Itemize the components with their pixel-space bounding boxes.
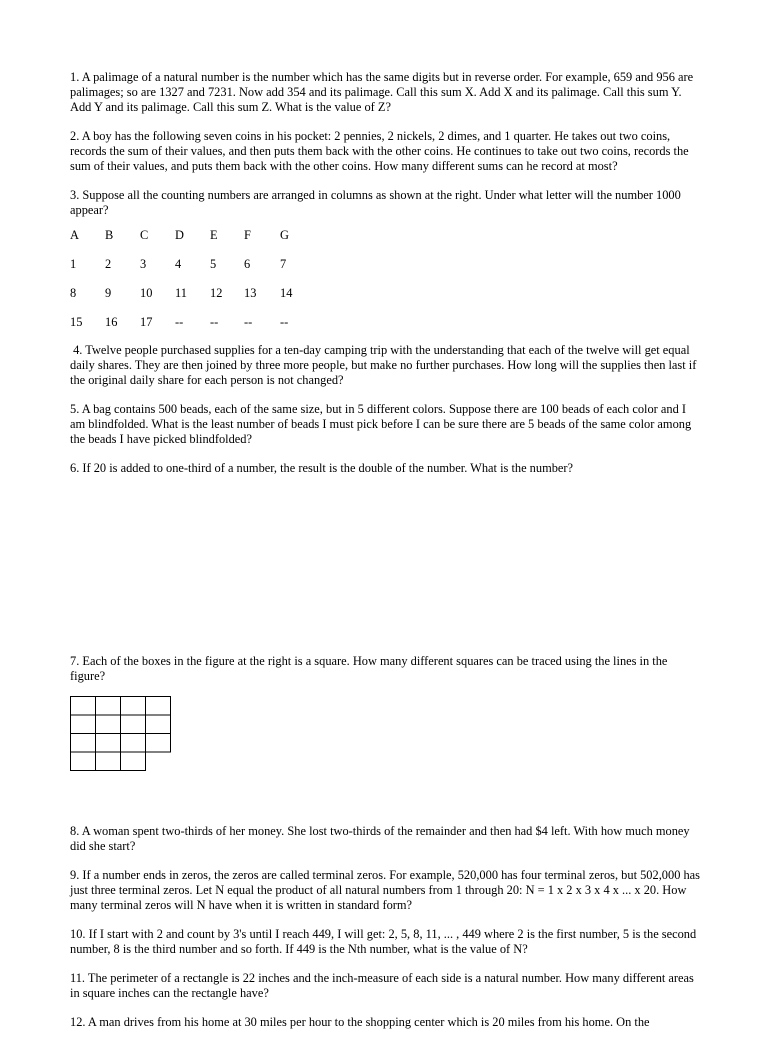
grid-square: [96, 697, 121, 716]
table-header-cell: B: [105, 228, 114, 242]
table-cell: 11: [175, 286, 187, 300]
problem-2: 2. A boy has the following seven coins in his pocket: 2 pennies, 2 nickels, 2 dimes, and 1 quarter. He takes out two coins, records the sum of their values, and then puts them back with the other coins. He continues to take out two coins, records the sum of their values, and puts them back with the other coins. How many different sums can he record at most?: [70, 129, 689, 173]
table-header-row: [70, 228, 310, 257]
problem-9: 9. If a number ends in zeros, the zeros are called terminal zeros. For example, 520,000 has four terminal zeros, but 502,000 has just three terminal zeros. Let N equal the product of all natural numbers from 1 through 20: N = 1 x 2 x 3 x 4 x ... x 20. How many terminal zeros will N have when it is written in standard form?: [70, 868, 700, 912]
table-cell: 4: [175, 257, 182, 271]
problem-3: 3. Suppose all the counting numbers are arranged in columns as shown at the right. Under what letter will the number 1000 appear?: [70, 188, 681, 217]
grid-square: [146, 715, 171, 734]
table-header-cell: G: [280, 228, 289, 242]
worksheet-page: [70, 70, 700, 1044]
problem-11: 11. The perimeter of a rectangle is 22 inches and the inch-measure of each side is a natural number. How many different areas in square inches can the rectangle have?: [70, 971, 694, 1000]
problem-4: 4. Twelve people purchased supplies for a ten-day camping trip with the understanding that each of the twelve will get equal daily shares. They are then joined by three more people, but make no further purchases. How long will the supplies then last if the original daily share for each person is not changed?: [70, 343, 700, 387]
grid-square: [71, 697, 96, 716]
grid-square: [146, 734, 171, 753]
grid-square: [121, 734, 146, 753]
square-grid-figure: [70, 696, 700, 774]
problem-5: 5. A bag contains 500 beads, each of the same size, but in 5 different colors. Suppose there are 100 beads of each color and I am blindfolded. What is the least number of beads I must pick before I can be sure there are 5 beads of the same color among the beads I have picked blindfolded?: [70, 402, 692, 446]
table-cell: 8: [70, 286, 77, 300]
grid-square: [71, 752, 96, 771]
table-cell: 9: [105, 286, 112, 300]
grid-square: [71, 734, 96, 753]
grid-square: [121, 752, 146, 771]
table-header-cell: F: [244, 228, 251, 242]
table-cell: 7: [280, 257, 287, 271]
table-cell: 12: [210, 286, 223, 300]
table-row: [70, 257, 310, 286]
table-cell: 3: [140, 257, 147, 271]
table-cell: 2: [105, 257, 112, 271]
answer-space: [70, 476, 700, 654]
table-cell: 16: [105, 315, 118, 329]
grid-square: [96, 734, 121, 753]
grid-square: [146, 697, 171, 716]
grid-square: [121, 697, 146, 716]
table-row: [70, 286, 310, 315]
square-grid-svg: [70, 696, 174, 774]
table-cell: 10: [140, 286, 153, 300]
table-header-cell: E: [210, 228, 218, 242]
table-cell: 15: [70, 315, 83, 329]
table-row: [70, 315, 310, 337]
table-cell: --: [280, 315, 289, 329]
grid-square: [121, 715, 146, 734]
table-cell: 1: [70, 257, 77, 271]
table-header-cell: D: [175, 228, 184, 242]
problem-12: 12. A man drives from his home at 30 miles per hour to the shopping center which is 20 miles from his home. On the: [70, 1015, 650, 1029]
table-cell: 14: [280, 286, 293, 300]
table-cell: 6: [244, 257, 251, 271]
grid-square: [96, 752, 121, 771]
problem-10: 10. If I start with 2 and count by 3's until I reach 449, I will get: 2, 5, 8, 11, ... , 449 where 2 is the first number, 5 is the second number, 8 is the third number and so forth. If 449 is the Nth number, what is the value of N?: [70, 927, 697, 956]
grid-square: [96, 715, 121, 734]
table-cell: 13: [244, 286, 257, 300]
counting-columns-table: [70, 228, 310, 337]
table-cell: --: [210, 315, 219, 329]
table-cell: 17: [140, 315, 153, 329]
table-header-cell: A: [70, 228, 79, 242]
grid-square: [71, 715, 96, 734]
problem-8: 8. A woman spent two-thirds of her money. She lost two-thirds of the remainder and then had $4 left. With how much money did she start?: [70, 824, 690, 853]
problem-6: 6. If 20 is added to one-third of a number, the result is the double of the number. What is the number?: [70, 461, 574, 475]
problem-1: 1. A palimage of a natural number is the number which has the same digits but in reverse order. For example, 659 and 956 are palimages; so are 1327 and 7231. Now add 354 and its palimage. Call this sum X. Add X and its palimage. Call this sum Y. Add Y and its palimage. Call this sum Z. What is the value of Z?: [70, 70, 694, 114]
problem-7: 7. Each of the boxes in the figure at the right is a square. How many different squares can be traced using the lines in the figure?: [70, 654, 668, 683]
table-header-cell: C: [140, 228, 149, 242]
table-cell: --: [175, 315, 184, 329]
table-cell: 5: [210, 257, 217, 271]
table-cell: --: [244, 315, 253, 329]
